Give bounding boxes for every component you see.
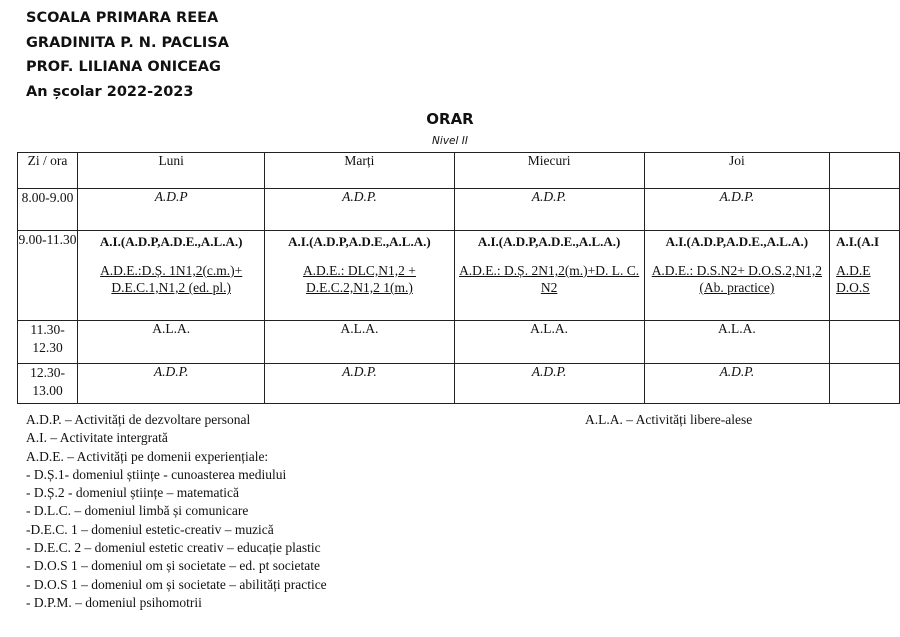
activity-cell — [78, 231, 265, 321]
legend-item-ala: A.L.A. – Activități libere-alese — [585, 412, 753, 427]
legend-item: A.D.P. – Activități de dezvoltare personal — [26, 412, 251, 427]
page-title: ORAR — [426, 110, 474, 128]
legend — [26, 411, 327, 612]
time-slot: 11.30-12.30 — [18, 321, 78, 364]
legend-item: - D.Ș.2 - domeniul științe – matematică — [26, 485, 239, 501]
legend-item: - D.O.S 1 – domeniul om și societate – ed. pt societate — [26, 558, 320, 574]
activity-cell — [830, 364, 900, 404]
activity-cell: A.D.P. — [78, 364, 265, 404]
legend-item: - D.Ș.1- domeniul științe - cunoasterea mediului — [26, 466, 287, 482]
activity-cell: A.D.P — [78, 189, 265, 231]
activity-cell — [830, 321, 900, 364]
integrated-activity: A.I.(A.D.P,A.D.E.,A.L.A.) — [288, 234, 431, 249]
activity-cell — [830, 189, 900, 231]
table-row — [18, 231, 900, 321]
experiential-activity: A.D.E D.O.S — [836, 263, 871, 295]
activity-cell: A.D.P. — [265, 364, 454, 404]
legend-item: - D.P.M. – domeniul psihomotrii — [26, 594, 202, 610]
activity-cell: A.L.A. — [454, 321, 644, 364]
legend-item: -D.E.C. 1 – domeniul estetic-creativ – muzică — [26, 521, 274, 537]
activity-cell: A.D.P. — [454, 189, 644, 231]
kindergarten-name: GRADINITA P. N. PACLISA — [26, 34, 229, 51]
table-row — [18, 321, 900, 364]
legend-item: - D.L.C. – domeniul limbă și comunicare — [26, 503, 249, 519]
table-row — [18, 364, 900, 404]
experiential-activity: A.D.E.: D.Ș. 2N1,2(m.)+D. L. C. N2 — [459, 263, 640, 295]
school-name: SCOALA PRIMARA REEA — [26, 10, 219, 26]
time-slot: 9.00-11.30 — [18, 231, 78, 321]
activity-cell — [265, 231, 454, 321]
day-header: Miecuri — [454, 153, 644, 189]
day-header: Luni — [78, 153, 265, 189]
page-subtitle: Nivel II — [432, 135, 468, 147]
day-header — [830, 153, 900, 189]
activity-cell: A.D.P. — [265, 189, 454, 231]
activity-cell: A.L.A. — [265, 321, 454, 364]
legend-item: - D.O.S 1 – domeniul om și societate – abilități practice — [26, 576, 327, 592]
activity-cell: A.L.A. — [78, 321, 265, 364]
time-slot: 12.30-13.00 — [18, 364, 78, 404]
activity-cell: A.D.P. — [454, 364, 644, 404]
corner-cell: Zi / ora — [18, 153, 78, 189]
integrated-activity: A.I.(A.D.P,A.D.E.,A.L.A.) — [665, 234, 809, 249]
integrated-activity: A.I.(A.D.P,A.D.E.,A.L.A.) — [477, 234, 621, 249]
activity-cell — [830, 231, 900, 321]
school-header — [26, 6, 229, 104]
activity-cell: A.D.P. — [644, 189, 829, 231]
experiential-activity: A.D.E.: DLC,N1,2 + D.E.C.2,N1,2 1(m.) — [302, 263, 416, 295]
day-header: Marți — [265, 153, 454, 189]
schedule-table — [17, 152, 900, 404]
table-row — [18, 189, 900, 231]
day-header: Joi — [644, 153, 829, 189]
legend-item: A.D.E. – Activități pe domenii experiențiale: — [26, 448, 269, 464]
legend-item: - D.E.C. 2 – domeniul estetic creativ – educație plastic — [26, 540, 321, 556]
activity-cell — [644, 231, 829, 321]
experiential-activity: A.D.E.:D.Ș. 1N1,2(c.m.)+ D.E.C.1,N1,2 (ed. pl.) — [100, 263, 243, 295]
activity-cell — [454, 231, 644, 321]
legend-item: A.I. – Activitate intergrată — [26, 430, 168, 446]
activity-cell: A.L.A. — [644, 321, 829, 364]
teacher-name: PROF. LILIANA ONICEAG — [26, 59, 221, 75]
table-header-row — [18, 153, 900, 189]
integrated-activity: A.I.(A.I — [836, 234, 880, 249]
integrated-activity: A.I.(A.D.P,A.D.E.,A.L.A.) — [99, 234, 243, 249]
activity-cell: A.D.P. — [644, 364, 829, 404]
school-year: An școlar 2022-2023 — [26, 83, 194, 100]
time-slot: 8.00-9.00 — [18, 189, 78, 231]
experiential-activity: A.D.E.: D.S.N2+ D.O.S.2,N1,2 (Ab. practice) — [651, 263, 823, 295]
